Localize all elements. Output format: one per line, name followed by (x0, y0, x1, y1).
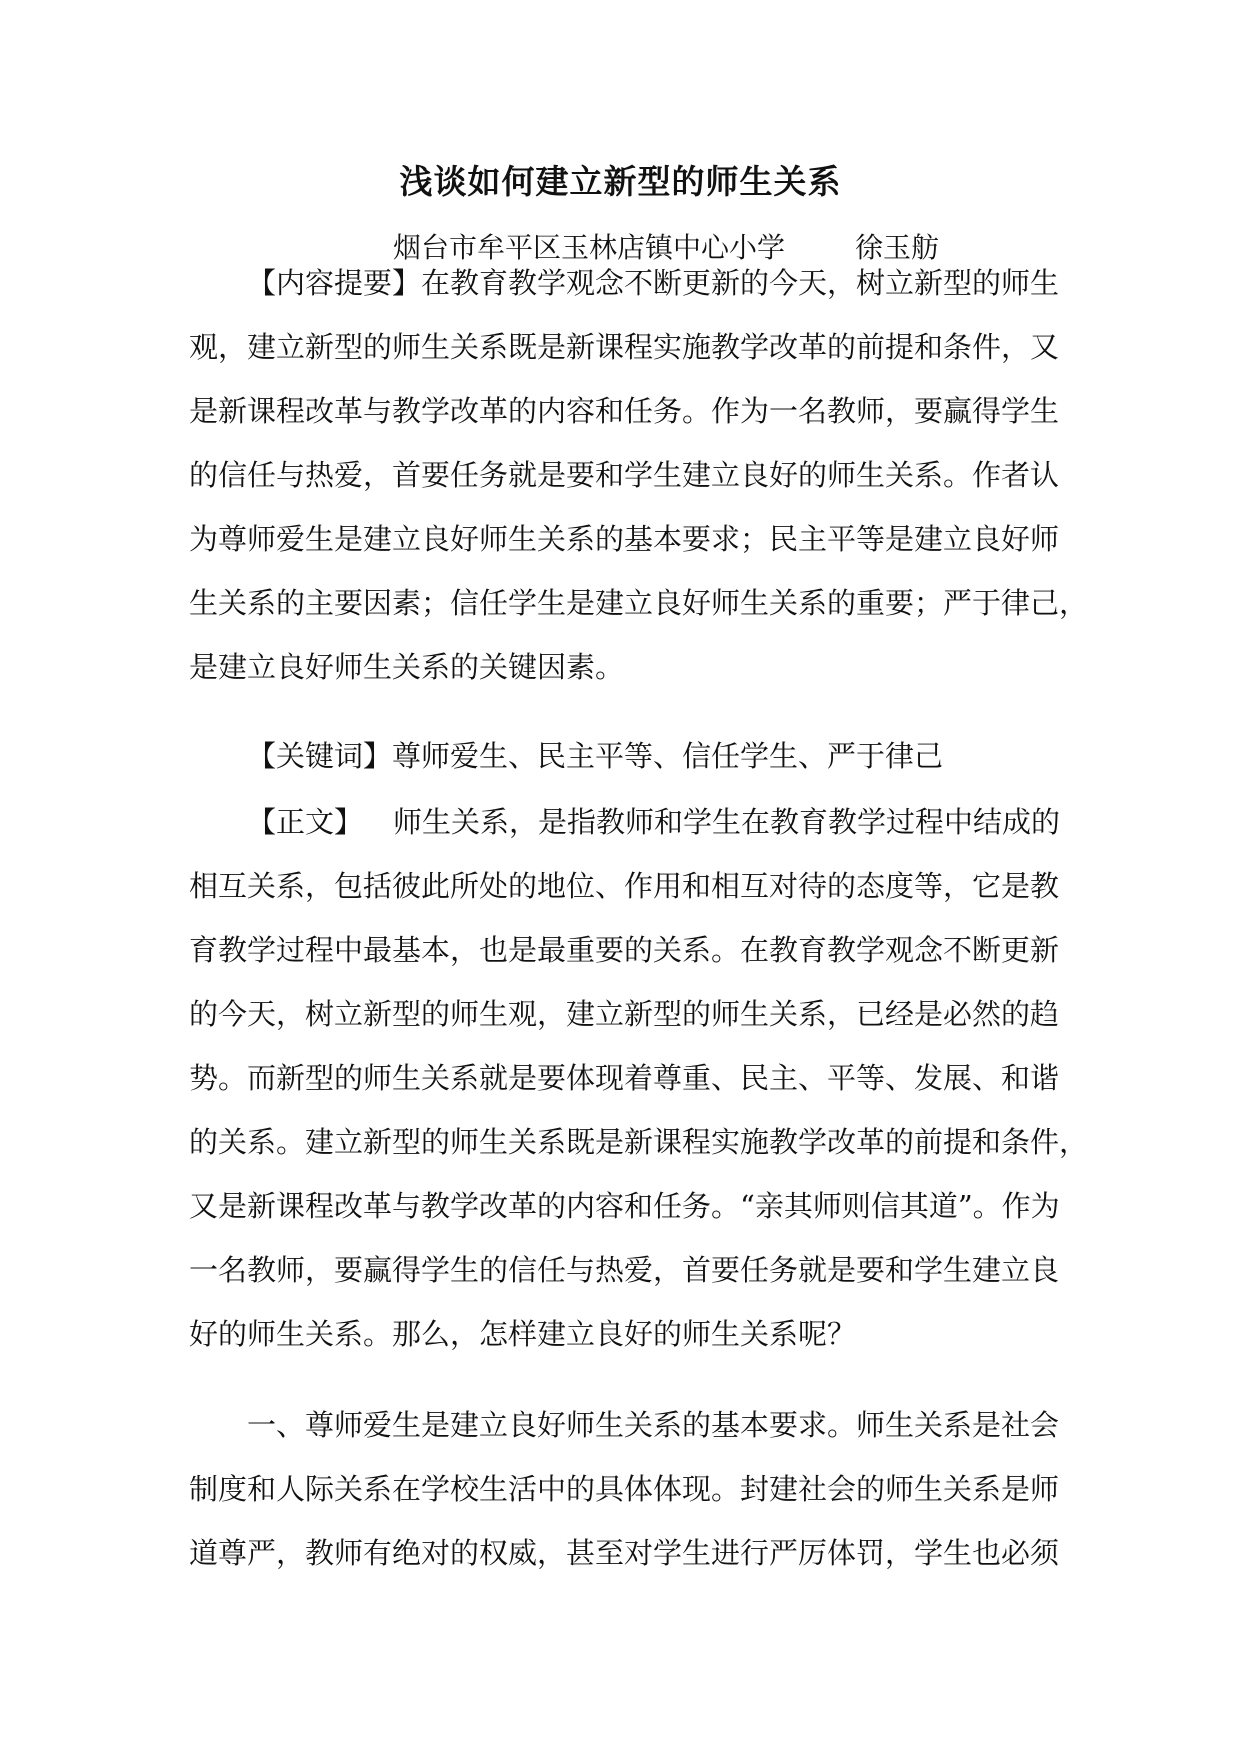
abstract-line: 【内容提要】在教育教学观念不断更新的今天，树立新型的师生 (247, 266, 1060, 300)
body-label: 【正文】 (247, 805, 364, 839)
body-line: 育教学过程中最基本，也是最重要的关系。在教育教学观念不断更新 (189, 933, 1060, 967)
abstract-line: 生关系的主要因素；信任学生是建立良好师生关系的重要；严于律己， (189, 586, 1089, 620)
body-line: 又是新课程改革与教学改革的内容和任务。“亲其师则信其道”。作为 (189, 1189, 1060, 1223)
keywords-line: 【关键词】尊师爱生、民主平等、信任学生、严于律己 (247, 739, 944, 773)
author-school: 烟台市牟平区玉林店镇中心小学 (393, 231, 786, 264)
section-line: 道尊严，教师有绝对的权威，甚至对学生进行严厉体罚，学生也必须 (189, 1536, 1060, 1570)
body-paragraph (189, 790, 1089, 1366)
body-line: 好的师生关系。那么，怎样建立良好的师生关系呢？ (189, 1317, 857, 1351)
section-line: 一、尊师爱生是建立良好师生关系的基本要求。师生关系是社会 (247, 1408, 1060, 1442)
abstract-line: 观，建立新型的师生关系既是新课程实施教学改革的前提和条件，又 (189, 330, 1060, 364)
section-one-paragraph (189, 1393, 1060, 1585)
body-line: 的今天，树立新型的师生观，建立新型的师生关系，已经是必然的趋 (189, 997, 1060, 1031)
abstract-line: 是新课程改革与教学改革的内容和任务。作为一名教师，要赢得学生 (189, 394, 1060, 428)
section-line: 制度和人际关系在学校生活中的具体体现。封建社会的师生关系是师 (189, 1472, 1060, 1506)
abstract-line: 的信任与热爱，首要任务就是要和学生建立良好的师生关系。作者认 (189, 458, 1060, 492)
body-line: 一名教师，要赢得学生的信任与热爱，首要任务就是要和学生建立良 (189, 1253, 1060, 1287)
keywords-paragraph (189, 724, 1056, 788)
abstract-line: 为尊师爱生是建立良好师生关系的基本要求；民主平等是建立良好师 (189, 522, 1060, 556)
body-line: 势。而新型的师生关系就是要体现着尊重、民主、平等、发展、和谐 (189, 1061, 1060, 1095)
document-title: 浅谈如何建立新型的师生关系 (399, 162, 842, 201)
abstract-line: 是建立良好师生关系的关键因素。 (189, 650, 625, 684)
body-line: 师生关系，是指教师和学生在教育教学过程中结成的 (393, 805, 1061, 839)
author-name: 徐玉舫 (855, 231, 940, 264)
body-line: 的关系。建立新型的师生关系既是新课程实施教学改革的前提和条件， (189, 1125, 1089, 1159)
abstract-paragraph (189, 251, 1089, 699)
body-first-line (189, 790, 1061, 854)
body-line: 相互关系，包括彼此所处的地位、作用和相互对待的态度等，它是教 (189, 869, 1060, 903)
